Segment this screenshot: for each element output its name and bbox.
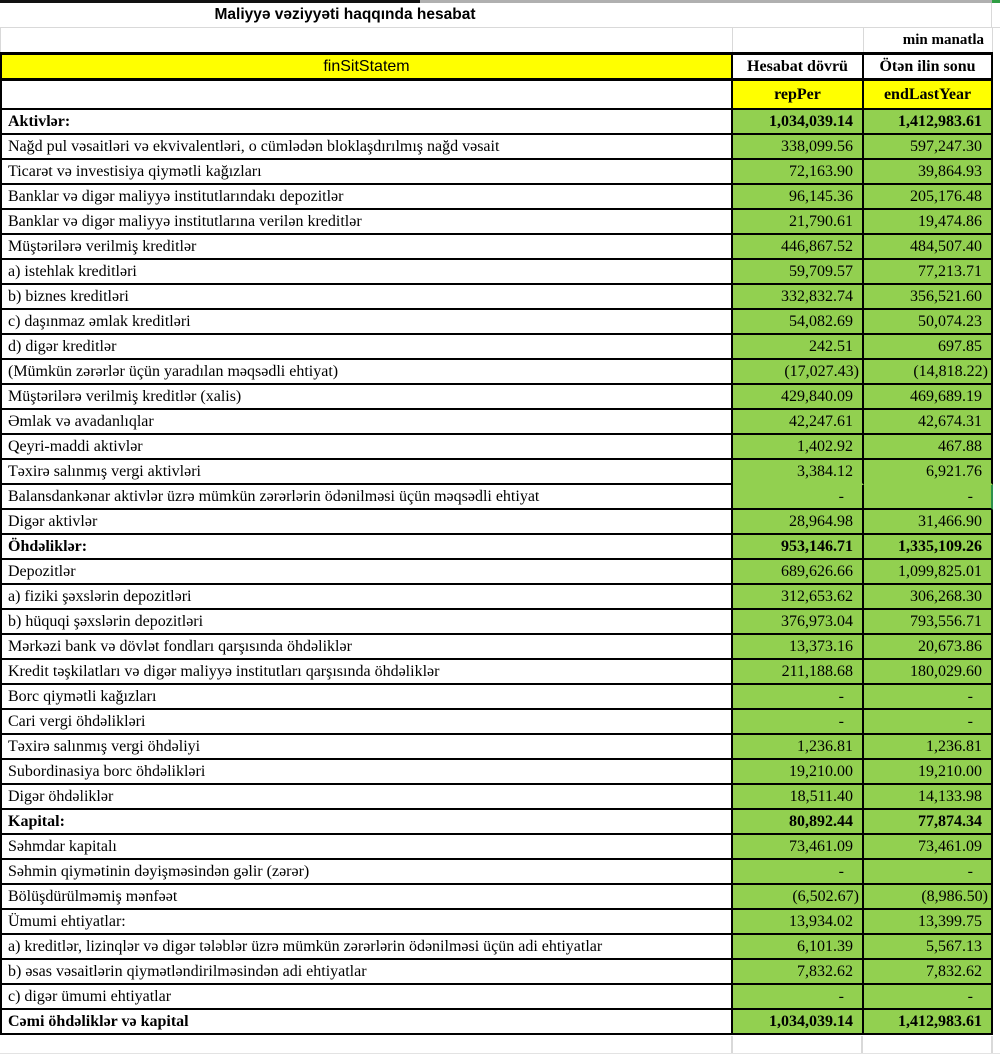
end-last-year-value-cell[interactable]: 1,236.81 (864, 735, 993, 760)
rep-per-value-cell[interactable]: 72,163.90 (733, 160, 864, 185)
col-code-endlastyear[interactable]: endLastYear (864, 81, 993, 110)
end-last-year-value-cell[interactable]: 77,213.71 (864, 260, 993, 285)
end-last-year-value-cell[interactable]: 1,099,825.01 (864, 560, 993, 585)
rep-per-value-cell[interactable]: 446,867.52 (733, 235, 864, 260)
row-label-cell[interactable]: Aktivlər: (0, 110, 733, 135)
rep-per-value-cell[interactable]: 21,790.61 (733, 210, 864, 235)
end-last-year-value-cell[interactable]: 597,247.30 (864, 135, 993, 160)
row-label-cell[interactable]: Bölüşdürülməmiş mənfəət (0, 885, 733, 910)
end-last-year-value-cell[interactable]: 356,521.60 (864, 285, 993, 310)
spacer-cell (0, 28, 733, 52)
row-label-cell[interactable]: Subordinasiya borc öhdəlikləri (0, 760, 733, 785)
rep-per-value-cell[interactable]: 689,626.66 (733, 560, 864, 585)
rep-per-value-cell[interactable]: 13,934.02 (733, 910, 864, 935)
end-last-year-value-cell[interactable]: 180,029.60 (864, 660, 993, 685)
row-label-cell[interactable]: Banklar və digər maliyyə institutlarına verilən kreditlər (0, 210, 733, 235)
rep-per-value-cell[interactable]: 42,247.61 (733, 410, 864, 435)
row-label-cell[interactable]: Digər aktivlər (0, 510, 733, 535)
end-last-year-value-cell[interactable]: 39,864.93 (864, 160, 993, 185)
row-label-cell[interactable]: d) digər kreditlər (0, 335, 733, 360)
end-last-year-value-cell[interactable]: (14,818.22) (864, 360, 993, 385)
end-last-year-value-cell[interactable]: 77,874.34 (864, 810, 993, 835)
row-label-cell[interactable]: Səhmin qiymətinin dəyişməsindən gəlir (zərər) (0, 860, 733, 885)
row-label-cell[interactable]: Depozitlər (0, 560, 733, 585)
end-last-year-value-cell[interactable]: 205,176.48 (864, 185, 993, 210)
end-last-year-value-cell[interactable]: 19,210.00 (864, 760, 993, 785)
rep-per-value-cell[interactable]: 19,210.00 (733, 760, 864, 785)
end-last-year-value-cell[interactable]: (8,986.50) (864, 885, 993, 910)
rep-per-value-cell[interactable]: 59,709.57 (733, 260, 864, 285)
rep-per-value-cell[interactable]: - (733, 985, 864, 1010)
report-title: Maliyyə vəziyyəti haqqında hesabat (214, 6, 476, 23)
end-last-year-value-cell[interactable]: 469,689.19 (864, 385, 993, 410)
right-gridline-segment (991, 3, 992, 27)
rep-per-value-cell[interactable]: (6,502.67) (733, 885, 864, 910)
row-label-cell[interactable]: Müştərilərə verilmiş kreditlər (xalis) (0, 385, 733, 410)
row-label-cell[interactable]: Digər öhdəliklər (0, 785, 733, 810)
row-label-cell[interactable]: Cari vergi öhdəlikləri (0, 710, 733, 735)
end-last-year-value-cell[interactable]: 73,461.09 (864, 835, 993, 860)
rep-per-value-cell[interactable]: 1,402.92 (733, 435, 864, 460)
row-label-cell[interactable]: b) əsas vəsaitlərin qiymətləndirilməsindən adi ehtiyatlar (0, 960, 733, 985)
rep-per-value-cell[interactable]: 211,188.68 (733, 660, 864, 685)
end-last-year-value-cell[interactable]: 1,335,109.26 (864, 535, 993, 560)
end-last-year-value-cell[interactable]: - (864, 685, 993, 710)
col-header-reporting-period[interactable]: Hesabat dövrü (733, 52, 864, 81)
end-last-year-value-cell[interactable]: 793,556.71 (864, 610, 993, 635)
rep-per-value-cell[interactable]: 242.51 (733, 335, 864, 360)
statement-table (0, 28, 993, 1035)
end-last-year-value-cell[interactable]: 20,673.86 (864, 635, 993, 660)
rep-per-value-cell[interactable]: 338,099.56 (733, 135, 864, 160)
rep-per-value-cell[interactable]: 1,034,039.14 (733, 1010, 864, 1035)
rep-per-value-cell[interactable]: - (733, 485, 864, 510)
end-last-year-value-cell[interactable]: 13,399.75 (864, 910, 993, 935)
row-label-cell[interactable]: Səhmdar kapitalı (0, 835, 733, 860)
row-label-cell[interactable]: c) daşınmaz əmlak kreditləri (0, 310, 733, 335)
form-code-cell[interactable]: finSitStatem (0, 52, 733, 81)
row-label-cell[interactable]: Kredit təşkilatları və digər maliyyə institutları qarşısında öhdəliklər (0, 660, 733, 685)
rep-per-value-cell[interactable]: 80,892.44 (733, 810, 864, 835)
row-label-cell[interactable]: a) istehlak kreditləri (0, 260, 733, 285)
spacer-cell (0, 81, 733, 110)
rep-per-value-cell[interactable]: 429,840.09 (733, 385, 864, 410)
end-last-year-value-cell[interactable]: 19,474.86 (864, 210, 993, 235)
rep-per-value-cell[interactable]: 13,373.16 (733, 635, 864, 660)
end-last-year-value-cell[interactable]: 697.85 (864, 335, 993, 360)
row-label-cell[interactable]: Öhdəliklər: (0, 535, 733, 560)
row-label-cell[interactable]: (Mümkün zərərlər üçün yaradılan məqsədli ehtiyat) (0, 360, 733, 385)
end-last-year-value-cell[interactable]: 484,507.40 (864, 235, 993, 260)
rep-per-value-cell[interactable]: 7,832.62 (733, 960, 864, 985)
end-last-year-value-cell[interactable]: - (864, 485, 993, 510)
row-label-cell[interactable]: Mərkəzi bank və dövlət fondları qarşısında öhdəliklər (0, 635, 733, 660)
col-header-end-last-year[interactable]: Ötən ilin sonu (864, 52, 993, 81)
end-last-year-value-cell[interactable]: - (864, 985, 993, 1010)
row-label-cell[interactable]: Təxirə salınmış vergi aktivləri (0, 460, 733, 485)
rep-per-value-cell[interactable]: 28,964.98 (733, 510, 864, 535)
rep-per-value-cell[interactable]: 953,146.71 (733, 535, 864, 560)
end-last-year-value-cell[interactable]: 5,567.13 (864, 935, 993, 960)
rep-per-value-cell[interactable]: 332,832.74 (733, 285, 864, 310)
bottom-gridline (861, 1036, 863, 1053)
row-label-cell[interactable]: b) biznes kreditləri (0, 285, 733, 310)
rep-per-value-cell[interactable]: - (733, 710, 864, 735)
end-last-year-value-cell[interactable]: 31,466.90 (864, 510, 993, 535)
rep-per-value-cell[interactable]: 1,236.81 (733, 735, 864, 760)
row-label-cell[interactable]: Nağd pul vəsaitləri və ekvivalentləri, o cümlədən bloklaşdırılmış nağd vəsait (0, 135, 733, 160)
rep-per-value-cell[interactable]: (17,027.43) (733, 360, 864, 385)
spacer-cell (733, 28, 864, 52)
rep-per-value-cell[interactable]: 18,511.40 (733, 785, 864, 810)
row-label-cell[interactable]: Cəmi öhdəliklər və kapital (0, 1010, 733, 1035)
rep-per-value-cell[interactable]: 54,082.69 (733, 310, 864, 335)
end-last-year-value-cell[interactable]: 1,412,983.61 (864, 110, 993, 135)
end-last-year-value-cell[interactable]: 6,921.76 (864, 460, 993, 485)
rep-per-value-cell[interactable]: 376,973.04 (733, 610, 864, 635)
title-row (0, 3, 1000, 28)
row-label-cell[interactable]: a) kreditlər, lizinqlər və digər tələblər üzrə mümkün zərərlərin ödənilməsi üçün adi ehtiyatlar (0, 935, 733, 960)
rep-per-value-cell[interactable]: 73,461.09 (733, 835, 864, 860)
end-last-year-value-cell[interactable]: - (864, 860, 993, 885)
end-last-year-value-cell[interactable]: 7,832.62 (864, 960, 993, 985)
col-code-repper[interactable]: repPer (733, 81, 864, 110)
rep-per-value-cell[interactable]: 312,653.62 (733, 585, 864, 610)
end-last-year-value-cell[interactable]: 14,133.98 (864, 785, 993, 810)
rep-per-value-cell[interactable]: 6,101.39 (733, 935, 864, 960)
row-label-cell[interactable]: Banklar və digər maliyyə institutlarındakı depozitlər (0, 185, 733, 210)
row-label-cell[interactable]: Ümumi ehtiyatlar: (0, 910, 733, 935)
row-label-cell[interactable]: Borc qiymətli kağızları (0, 685, 733, 710)
row-label-cell[interactable]: Balansdankənar aktivlər üzrə mümkün zərərlərin ödənilməsi üçün məqsədli ehtiyat (0, 485, 733, 510)
end-last-year-value-cell[interactable]: 42,674.31 (864, 410, 993, 435)
row-label-cell[interactable]: a) fiziki şəxslərin depozitləri (0, 585, 733, 610)
row-label-cell[interactable]: b) hüquqi şəxslərin depozitləri (0, 610, 733, 635)
rep-per-value-cell[interactable]: 96,145.36 (733, 185, 864, 210)
end-last-year-value-cell[interactable]: 467.88 (864, 435, 993, 460)
row-label-cell[interactable]: Əmlak və avadanlıqlar (0, 410, 733, 435)
rep-per-value-cell[interactable]: - (733, 860, 864, 885)
end-last-year-value-cell[interactable]: 306,268.30 (864, 585, 993, 610)
end-last-year-value-cell[interactable]: 1,412,983.61 (864, 1010, 993, 1035)
row-label-cell[interactable]: c) digər ümumi ehtiyatlar (0, 985, 733, 1010)
bottom-gridline (991, 1036, 993, 1053)
row-label-cell[interactable]: Kapital: (0, 810, 733, 835)
end-last-year-value-cell[interactable]: - (864, 710, 993, 735)
unit-note-cell: min manatla (864, 28, 993, 52)
bottom-gridline (0, 1053, 1000, 1054)
row-label-cell[interactable]: Müştərilərə verilmiş kreditlər (0, 235, 733, 260)
row-label-cell[interactable]: Qeyri-maddi aktivlər (0, 435, 733, 460)
row-label-cell[interactable]: Ticarət və investisiya qiymətli kağızları (0, 160, 733, 185)
bottom-gridline (731, 1036, 733, 1053)
rep-per-value-cell[interactable]: - (733, 685, 864, 710)
rep-per-value-cell[interactable]: 3,384.12 (733, 460, 864, 485)
end-last-year-value-cell[interactable]: 50,074.23 (864, 310, 993, 335)
row-label-cell[interactable]: Təxirə salınmış vergi öhdəliyi (0, 735, 733, 760)
rep-per-value-cell[interactable]: 1,034,039.14 (733, 110, 864, 135)
